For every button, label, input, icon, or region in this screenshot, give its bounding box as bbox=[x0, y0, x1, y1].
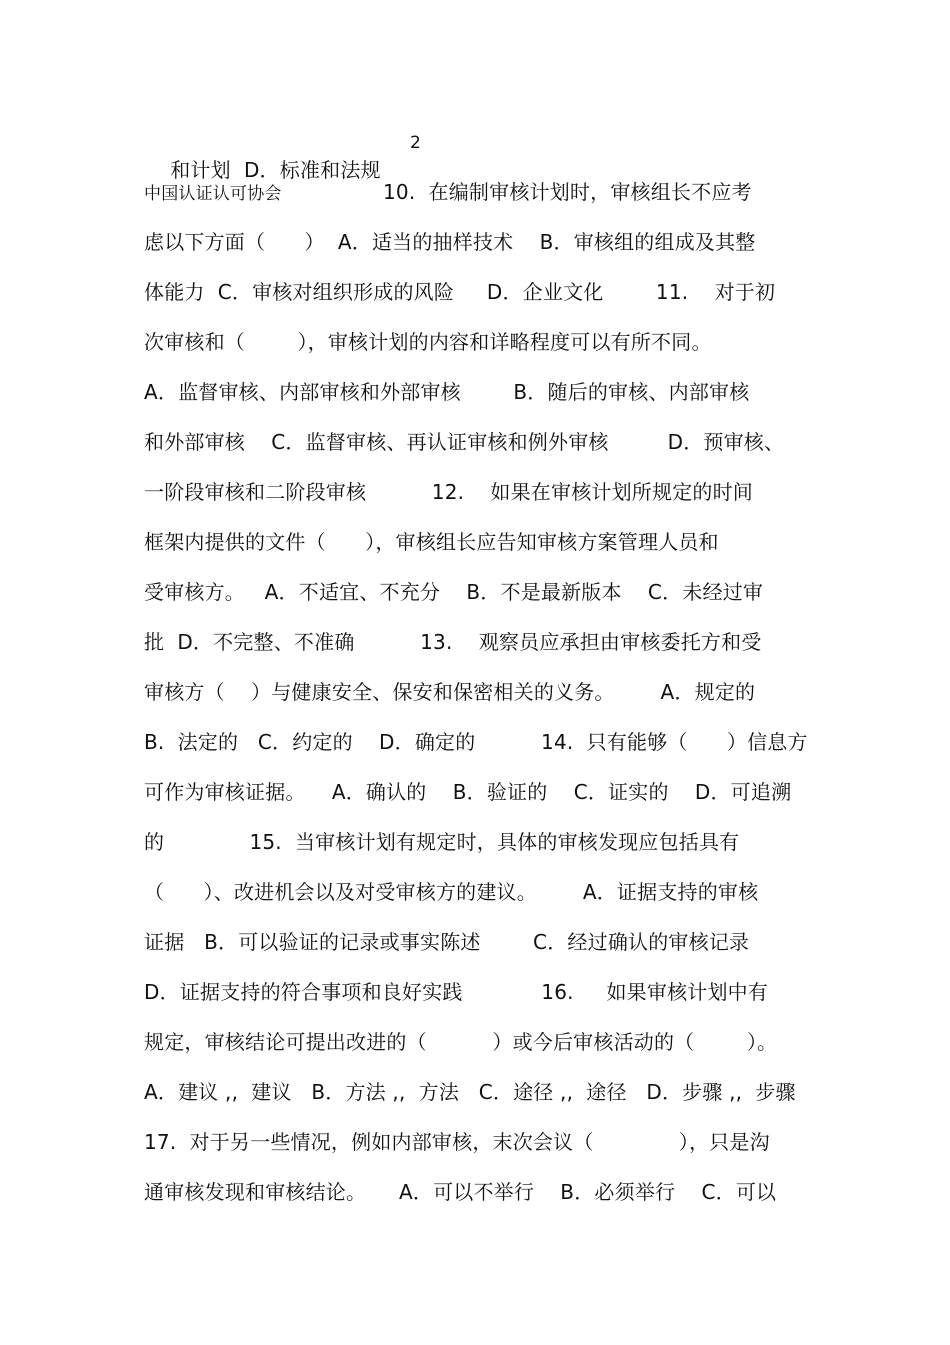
body-line-3: 体能力 C．审核对组织形成的风险 D．企业文化 11. 对于初 bbox=[144, 280, 776, 304]
body-line-10: 批 D．不完整、不准确 13. 观察员应承担由审核委托方和受 bbox=[144, 630, 762, 654]
body-line-21: 通审核发现和审核结论。 A．可以不举行 B．必须举行 C．可以 bbox=[144, 1180, 777, 1204]
org-label: 中国认证认可协会 bbox=[144, 184, 282, 204]
body-line-13: 可作为审核证据。 A．确认的 B．验证的 C．证实的 D．可追溯 bbox=[144, 780, 792, 804]
body-line-14: 的 15. 当审核计划有规定时，具体的审核发现应包括具有 bbox=[144, 830, 740, 854]
body-line-4: 次审核和（ ），审核计划的内容和详略程度可以有所不同。 bbox=[144, 330, 712, 354]
body-line-19: A．建议 ,, 建议 B．方法 ,, 方法 C．途径 ,, 途径 D．步骤 ,, 步骤 bbox=[144, 1080, 796, 1104]
body-line-6: 和外部审核 C．监督审核、再认证审核和例外审核 D．预审核、 bbox=[144, 430, 785, 454]
body-line-11: 审核方（ ）与健康安全、保安和保密相关的义务。 A．规定的 bbox=[144, 680, 756, 704]
body-line-18: 规定，审核结论可提出改进的（ ）或今后审核活动的（ ）。 bbox=[144, 1030, 778, 1054]
body-line-5: A．监督审核、内部审核和外部审核 B．随后的审核、内部审核 bbox=[144, 380, 750, 404]
body-line-9: 受审核方。 A．不适宜、不充分 B．不是最新版本 C．未经过审 bbox=[144, 580, 764, 604]
body-line-12: B. 法定的 C．约定的 D．确定的 14. 只有能够（ ）信息方 bbox=[144, 730, 808, 754]
body-line-1: 10. 在编制审核计划时，审核组长不应考 bbox=[383, 180, 752, 204]
page-number: 2 bbox=[410, 133, 421, 153]
body-line-7: 一阶段审核和二阶段审核 12. 如果在审核计划所规定的时间 bbox=[144, 480, 754, 504]
body-line-2: 虑以下方面（ ） A．适当的抽样技术 B．审核组的组成及其整 bbox=[144, 230, 756, 254]
body-line-8: 框架内提供的文件（ ），审核组长应告知审核方案管理人员和 bbox=[144, 530, 719, 554]
body-line-15: （ ）、改进机会以及对受审核方的建议。 A．证据支持的审核 bbox=[144, 880, 759, 904]
body-line-20: 17. 对于另一些情况，例如内部审核，末次会议（ ），只是沟 bbox=[144, 1130, 770, 1154]
header-line-text: 和计划 D．标准和法规 bbox=[170, 158, 381, 182]
body-line-16: 证据 B．可以验证的记录或事实陈述 C．经过确认的审核记录 bbox=[144, 930, 750, 954]
body-line-17: D．证据支持的符合事项和良好实践 16. 如果审核计划中有 bbox=[144, 980, 769, 1004]
